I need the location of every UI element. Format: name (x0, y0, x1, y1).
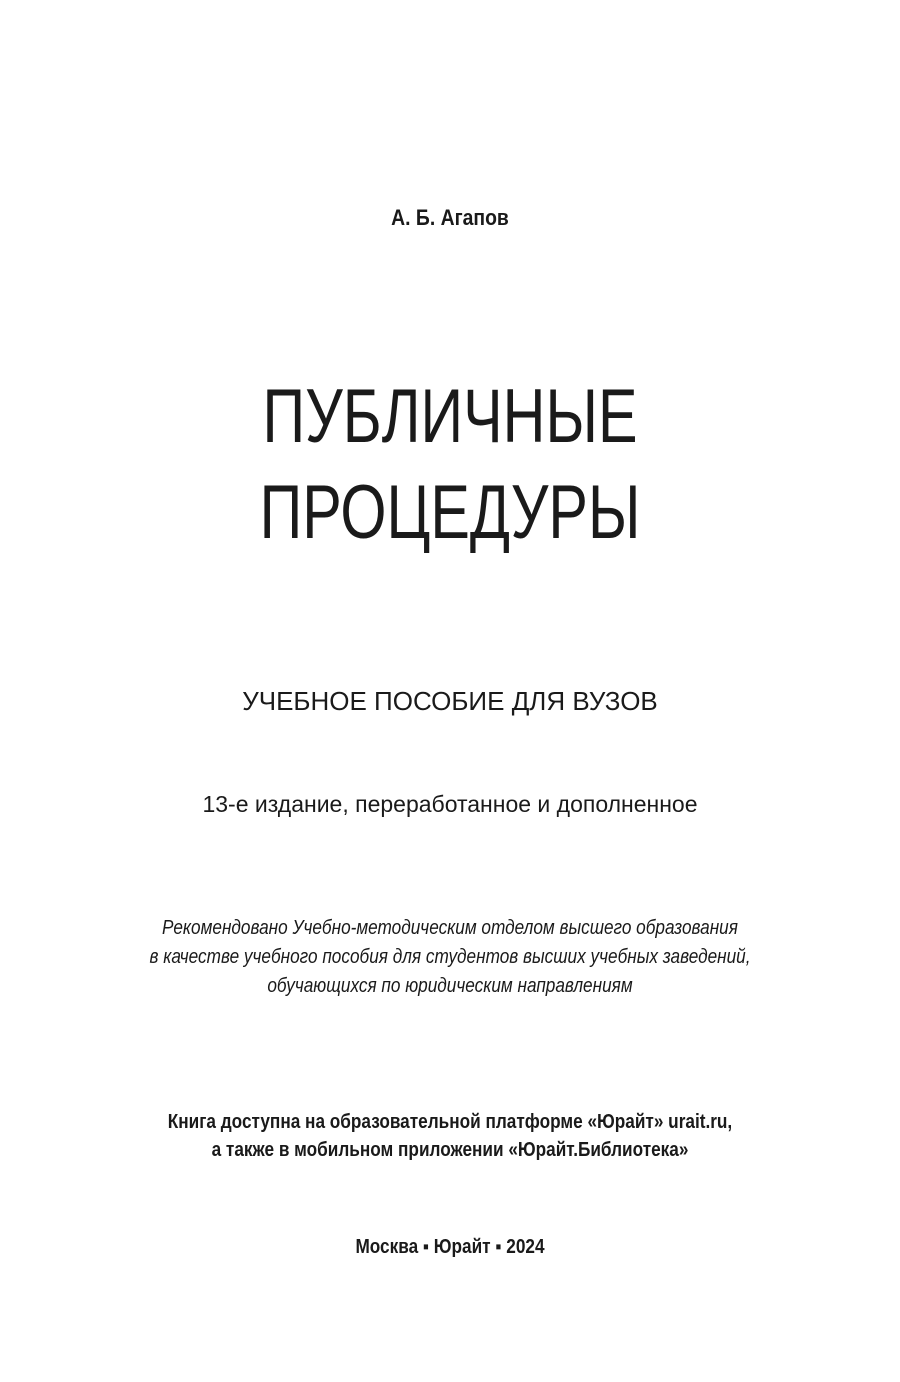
publisher-imprint: Москва ▪ Юрайт ▪ 2024 (355, 1236, 545, 1258)
book-title-line-2: ПРОЦЕДУРЫ (259, 470, 641, 555)
book-subtitle: УЧЕБНОЕ ПОСОБИЕ ДЛЯ ВУЗОВ (242, 686, 658, 716)
availability-line: а также в мобильном приложении «Юрайт.Библиотека» (211, 1139, 689, 1161)
recommendation-line: в качестве учебного пособия для студентов высших учебных заведений, (149, 946, 751, 968)
author-name: А. Б. Агапов (391, 205, 509, 230)
recommendation-line: Рекомендовано Учебно-методическим отделом высшего образования (162, 917, 738, 939)
edition-statement: 13-е издание, переработанное и дополненное (202, 791, 698, 817)
recommendation-line: обучающихся по юридическим направлениям (267, 975, 633, 997)
book-title-line-1: ПУБЛИЧНЫЕ (262, 374, 638, 459)
availability-line: Книга доступна на образовательной платформе «Юрайт» urait.ru, (167, 1111, 733, 1133)
